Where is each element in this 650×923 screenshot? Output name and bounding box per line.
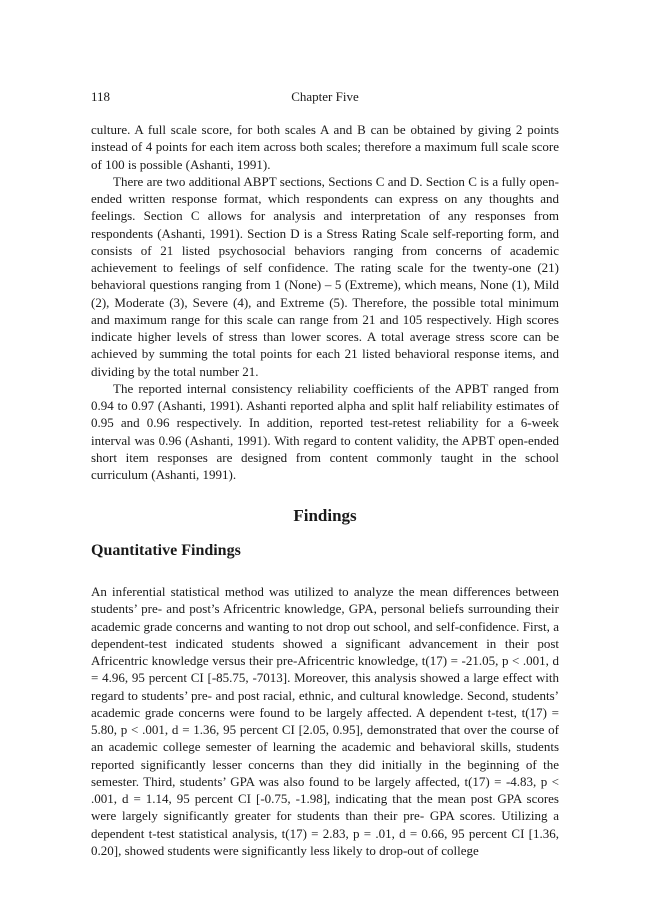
paragraph-continuation: culture. A full scale score, for both scales A and B can be obtained by giving 2 points instead of 4 points for each item across both scales; therefore a maximum full scale score of 100 is possible (Ashanti, 1991). [91, 122, 559, 172]
body-text-bottom [91, 583, 559, 859]
section-heading-findings: Findings [293, 506, 357, 525]
paragraph-abpt-sections: There are two additional ABPT sections, Sections C and D. Section C is a fully open-ended written response format, which respondents can express on any thoughts and feelings. Section C allows for analysis and interpretation of any responses from respondents (Ashanti, 1991). Section D is a Stress Rating Scale self-reporting form, and consists of 21 listed psychosocial behaviors ranging from concerns of academic achievement to feelings of self confidence. The rating scale for the twenty-one (21) behavioral questions ranging from 1 (None) – 5 (Extreme), which means, None (1), Mild (2), Moderate (3), Severe (4), and Extreme (5). Therefore, the possible total minimum and maximum range for this scale can range from 21 and 105 respectively. High scores indicate higher levels of stress than lower scores. A total average stress score can be achieved by summing the total points for each 21 listed behavioral response items, and dividing by the total number 21. [91, 173, 559, 379]
running-header [91, 89, 559, 107]
paragraph-reliability: The reported internal consistency reliability coefficients of the APBT ranged from 0.94 to 0.97 (Ashanti, 1991). Ashanti reported alpha and split half reliability estimates of 0.95 and 0.96 respectively. In addition, reported test-retest reliability for a 6-week interval was 0.96 (Ashanti, 1991). With regard to content validity, the APBT open-ended short item responses are designed from content commonly taught in the school curriculum (Ashanti, 1991). [91, 380, 559, 482]
subsection-heading-quantitative-findings: Quantitative Findings [91, 542, 241, 559]
chapter-title: Chapter Five [291, 89, 359, 104]
page-number: 118 [91, 89, 111, 104]
body-text-top [91, 121, 559, 483]
paragraph-inferential-analysis: An inferential statistical method was utilized to analyze the mean differences between students’ pre- and post’s Africentric knowledge, GPA, personal beliefs surrounding their academic grade concerns and wanting to not drop out school, and self-confidence. First, a dependent-test indicated students showed a significant advancement in their post Africentric knowledge versus their pre-Africentric knowledge, t(17) = -21.05, p < .001, d = 4.96, 95 percent CI [-85.75, -7013]. Moreover, this analysis showed a large effect with regard to students’ pre- and post racial, ethnic, and cultural knowledge. Second, students’ academic grade concerns were found to be largely affected. A dependent t-test, t(17) = 5.80, p < .001, d = 1.36, 95 percent CI [2.05, 0.95], demonstrated that over the course of an academic college semester of learning the academic and behavioral skills, students reported significantly lesser concerns than they did initially in the beginning of the semester. Third, students’ GPA was also found to be largely affected, t(17) = -4.83, p < .001, d = 1.14, 95 percent CI [-0.75, -1.98], indicating that the mean post GPA scores were largely significantly greater for students than their pre- GPA scores. Utilizing a dependent t-test statistical analysis, t(17) = 2.83, p = .01, d = 0.66, 95 percent CI [1.36, 0.20], showed students were significantly less likely to drop-out of college [91, 584, 559, 858]
